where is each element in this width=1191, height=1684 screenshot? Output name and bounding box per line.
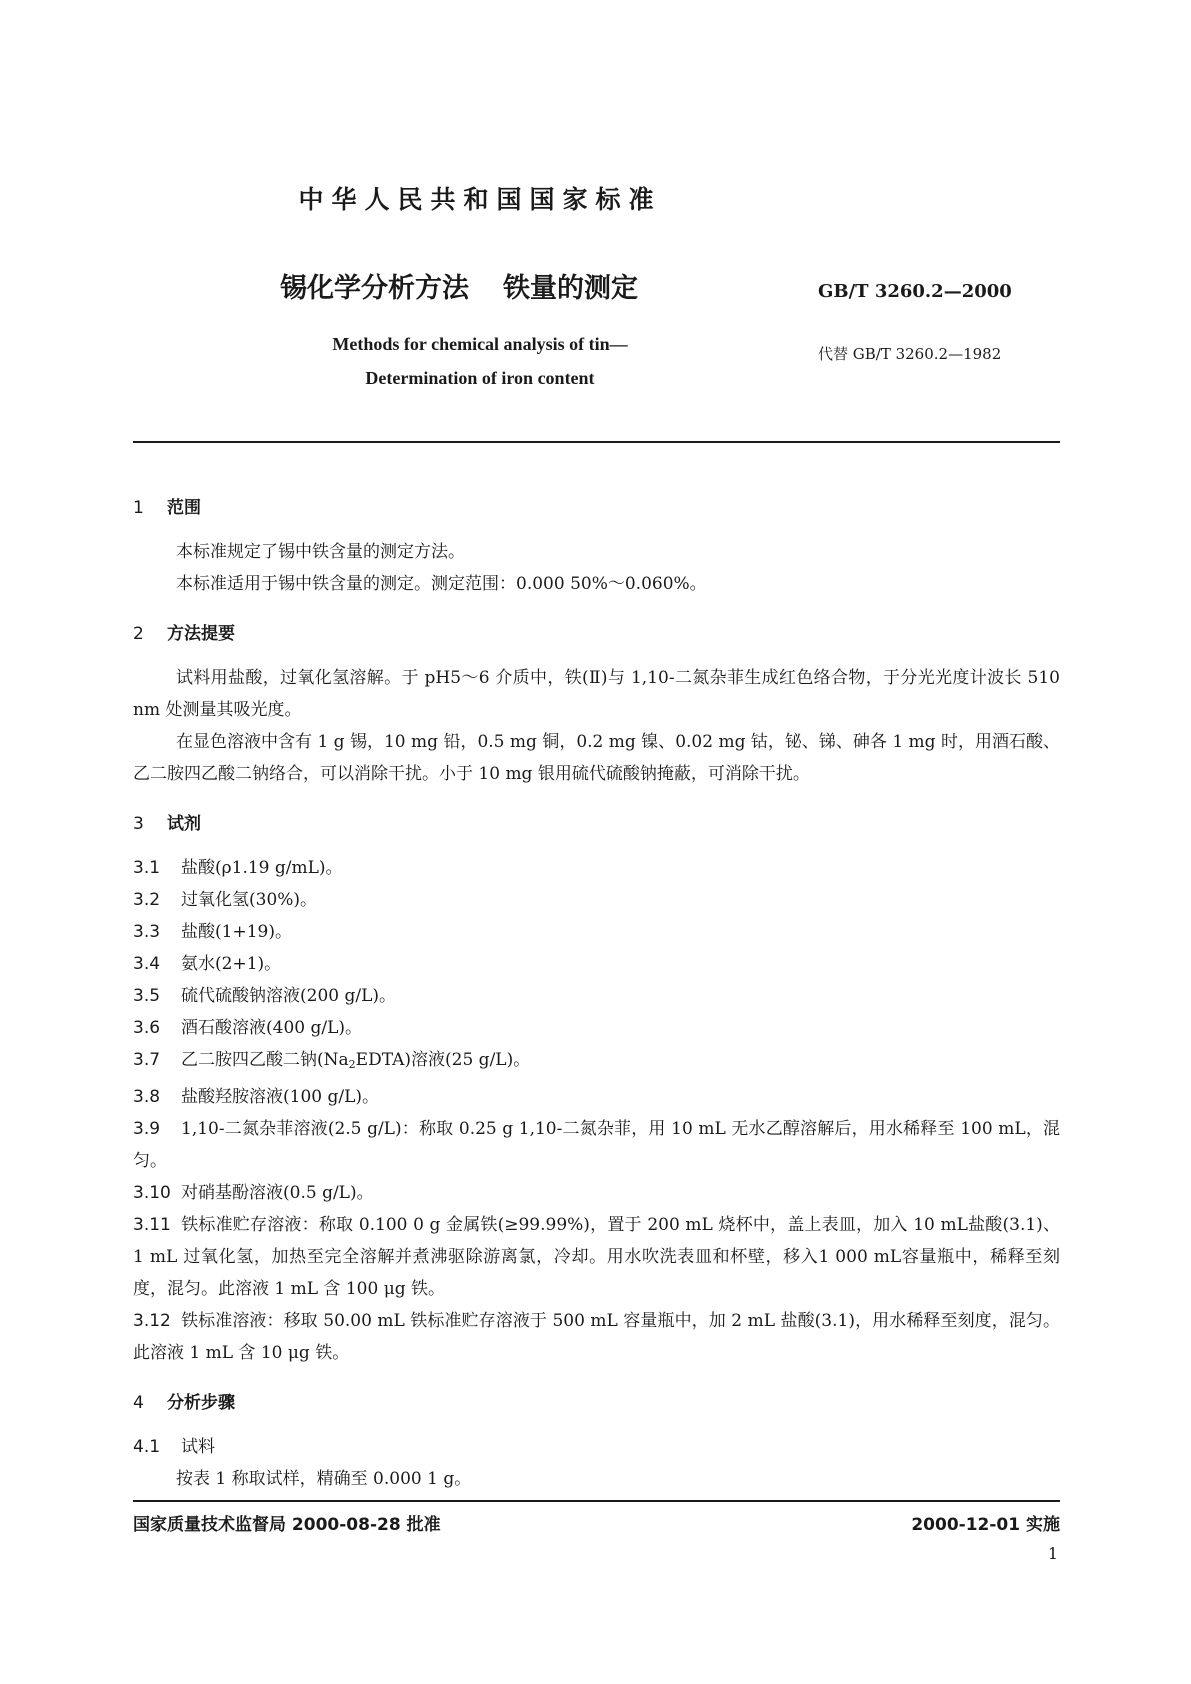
section-heading: 4 分析步骤 <box>133 1393 235 1413</box>
subsection-heading: 4.1 试料 <box>133 1437 215 1457</box>
reagent-item: 3.11 铁标准贮存溶液：称取 0.100 0 g 金属铁(≥99.99%)，置于 200 mL 烧杯中，盖上表皿，加入 10 mL盐酸(3.1)、1 mL 过氧化氢，加热至完全溶解并煮沸驱除游离氯，冷却。用水吹洗表皿和杯壁，移入1 000 mL容量瓶中，稀释至刻度，混匀。此溶液 1 mL 含 100 μg 铁。 <box>133 1215 1060 1299</box>
standard-code: GB/T 3260.2—2000 <box>818 281 1012 302</box>
paragraph: 本标准规定了锡中铁含量的测定方法。 <box>176 542 465 562</box>
document-body <box>133 492 1060 1495</box>
section-heading: 2 方法提要 <box>133 624 235 644</box>
section-heading: 1 范围 <box>133 498 201 518</box>
paragraph: 按表 1 称取试样，精确至 0.000 1 g。 <box>176 1469 472 1489</box>
section-heading: 3 试剂 <box>133 814 201 834</box>
paragraph: 本标准适用于锡中铁含量的测定。测定范围：0.000 50%～0.060%。 <box>176 574 707 594</box>
paragraph: 试料用盐酸，过氧化氢溶解。于 pH5～6 介质中，铁(Ⅱ)与 1,10-二氮杂菲生成红色络合物，于分光光度计波长 510 nm 处测量其吸光度。 <box>133 668 1060 720</box>
title-cn-part1: 锡化学分析方法 <box>280 273 469 304</box>
paragraph: 在显色溶液中含有 1 g 锡，10 mg 铅，0.5 mg 铜，0.2 mg 镍、0.02 mg 钴，铋、锑、砷各 1 mg 时，用酒石酸、乙二胺四乙酸二钠络合，可以消除干扰。小于 10 mg 银用硫代硫酸钠掩蔽，可消除干扰。 <box>133 732 1060 784</box>
reagent-item: 3.3 盐酸(1+19)。 <box>133 922 292 942</box>
document-title-cn <box>280 266 638 305</box>
title-en-line1: Methods for chemical analysis of tin— <box>332 334 628 354</box>
reagent-item: 3.8 盐酸羟胺溶液(100 g/L)。 <box>133 1087 380 1107</box>
reagent-item: 3.2 过氧化氢(30%)。 <box>133 890 318 910</box>
reagent-item: 3.6 酒石酸溶液(400 g/L)。 <box>133 1018 363 1038</box>
title-cn-part2: 铁量的测定 <box>503 273 638 304</box>
effective-date: 2000-12-01 实施 <box>911 1515 1060 1535</box>
reagent-item: 3.10 对硝基酚溶液(0.5 g/L)。 <box>133 1183 374 1203</box>
document-title-en <box>260 327 700 395</box>
reagent-item: 3.12 铁标准溶液：移取 50.00 mL 铁标准贮存溶液于 500 mL 容量瓶中，加 2 mL 盐酸(3.1)，用水稀释至刻度，混匀。此溶液 1 mL 含 10 μg 铁。 <box>133 1311 1060 1363</box>
title-en-line2: Determination of iron content <box>365 368 595 388</box>
national-standard-heading: 中华人民共和国国家标准 <box>298 185 662 214</box>
reagent-item: 3.1 盐酸(ρ1.19 g/mL)。 <box>133 858 343 878</box>
reagent-item: 3.4 氨水(2+1)。 <box>133 954 282 974</box>
reagent-item: 3.7 乙二胺四乙酸二钠$(Na_2EDTA)$溶液(25 g/L)。 <box>133 1050 531 1071</box>
replaces-standard: 代替 GB/T 3260.2—1982 <box>818 345 1002 363</box>
approval-statement: 国家质量技术监督局 2000-08-28 批准 <box>133 1515 441 1535</box>
footer-divider <box>133 1500 1060 1502</box>
page-number: 1 <box>1047 1544 1058 1563</box>
reagent-item: 3.5 硫代硫酸钠溶液(200 g/L)。 <box>133 986 397 1006</box>
header-divider <box>133 441 1060 443</box>
reagent-item: 3.9 1,10-二氮杂菲溶液(2.5 g/L)：称取 0.25 g 1,10-二氮杂菲，用 10 mL 无水乙醇溶解后，用水稀释至 100 mL，混匀。 <box>133 1119 1060 1171</box>
